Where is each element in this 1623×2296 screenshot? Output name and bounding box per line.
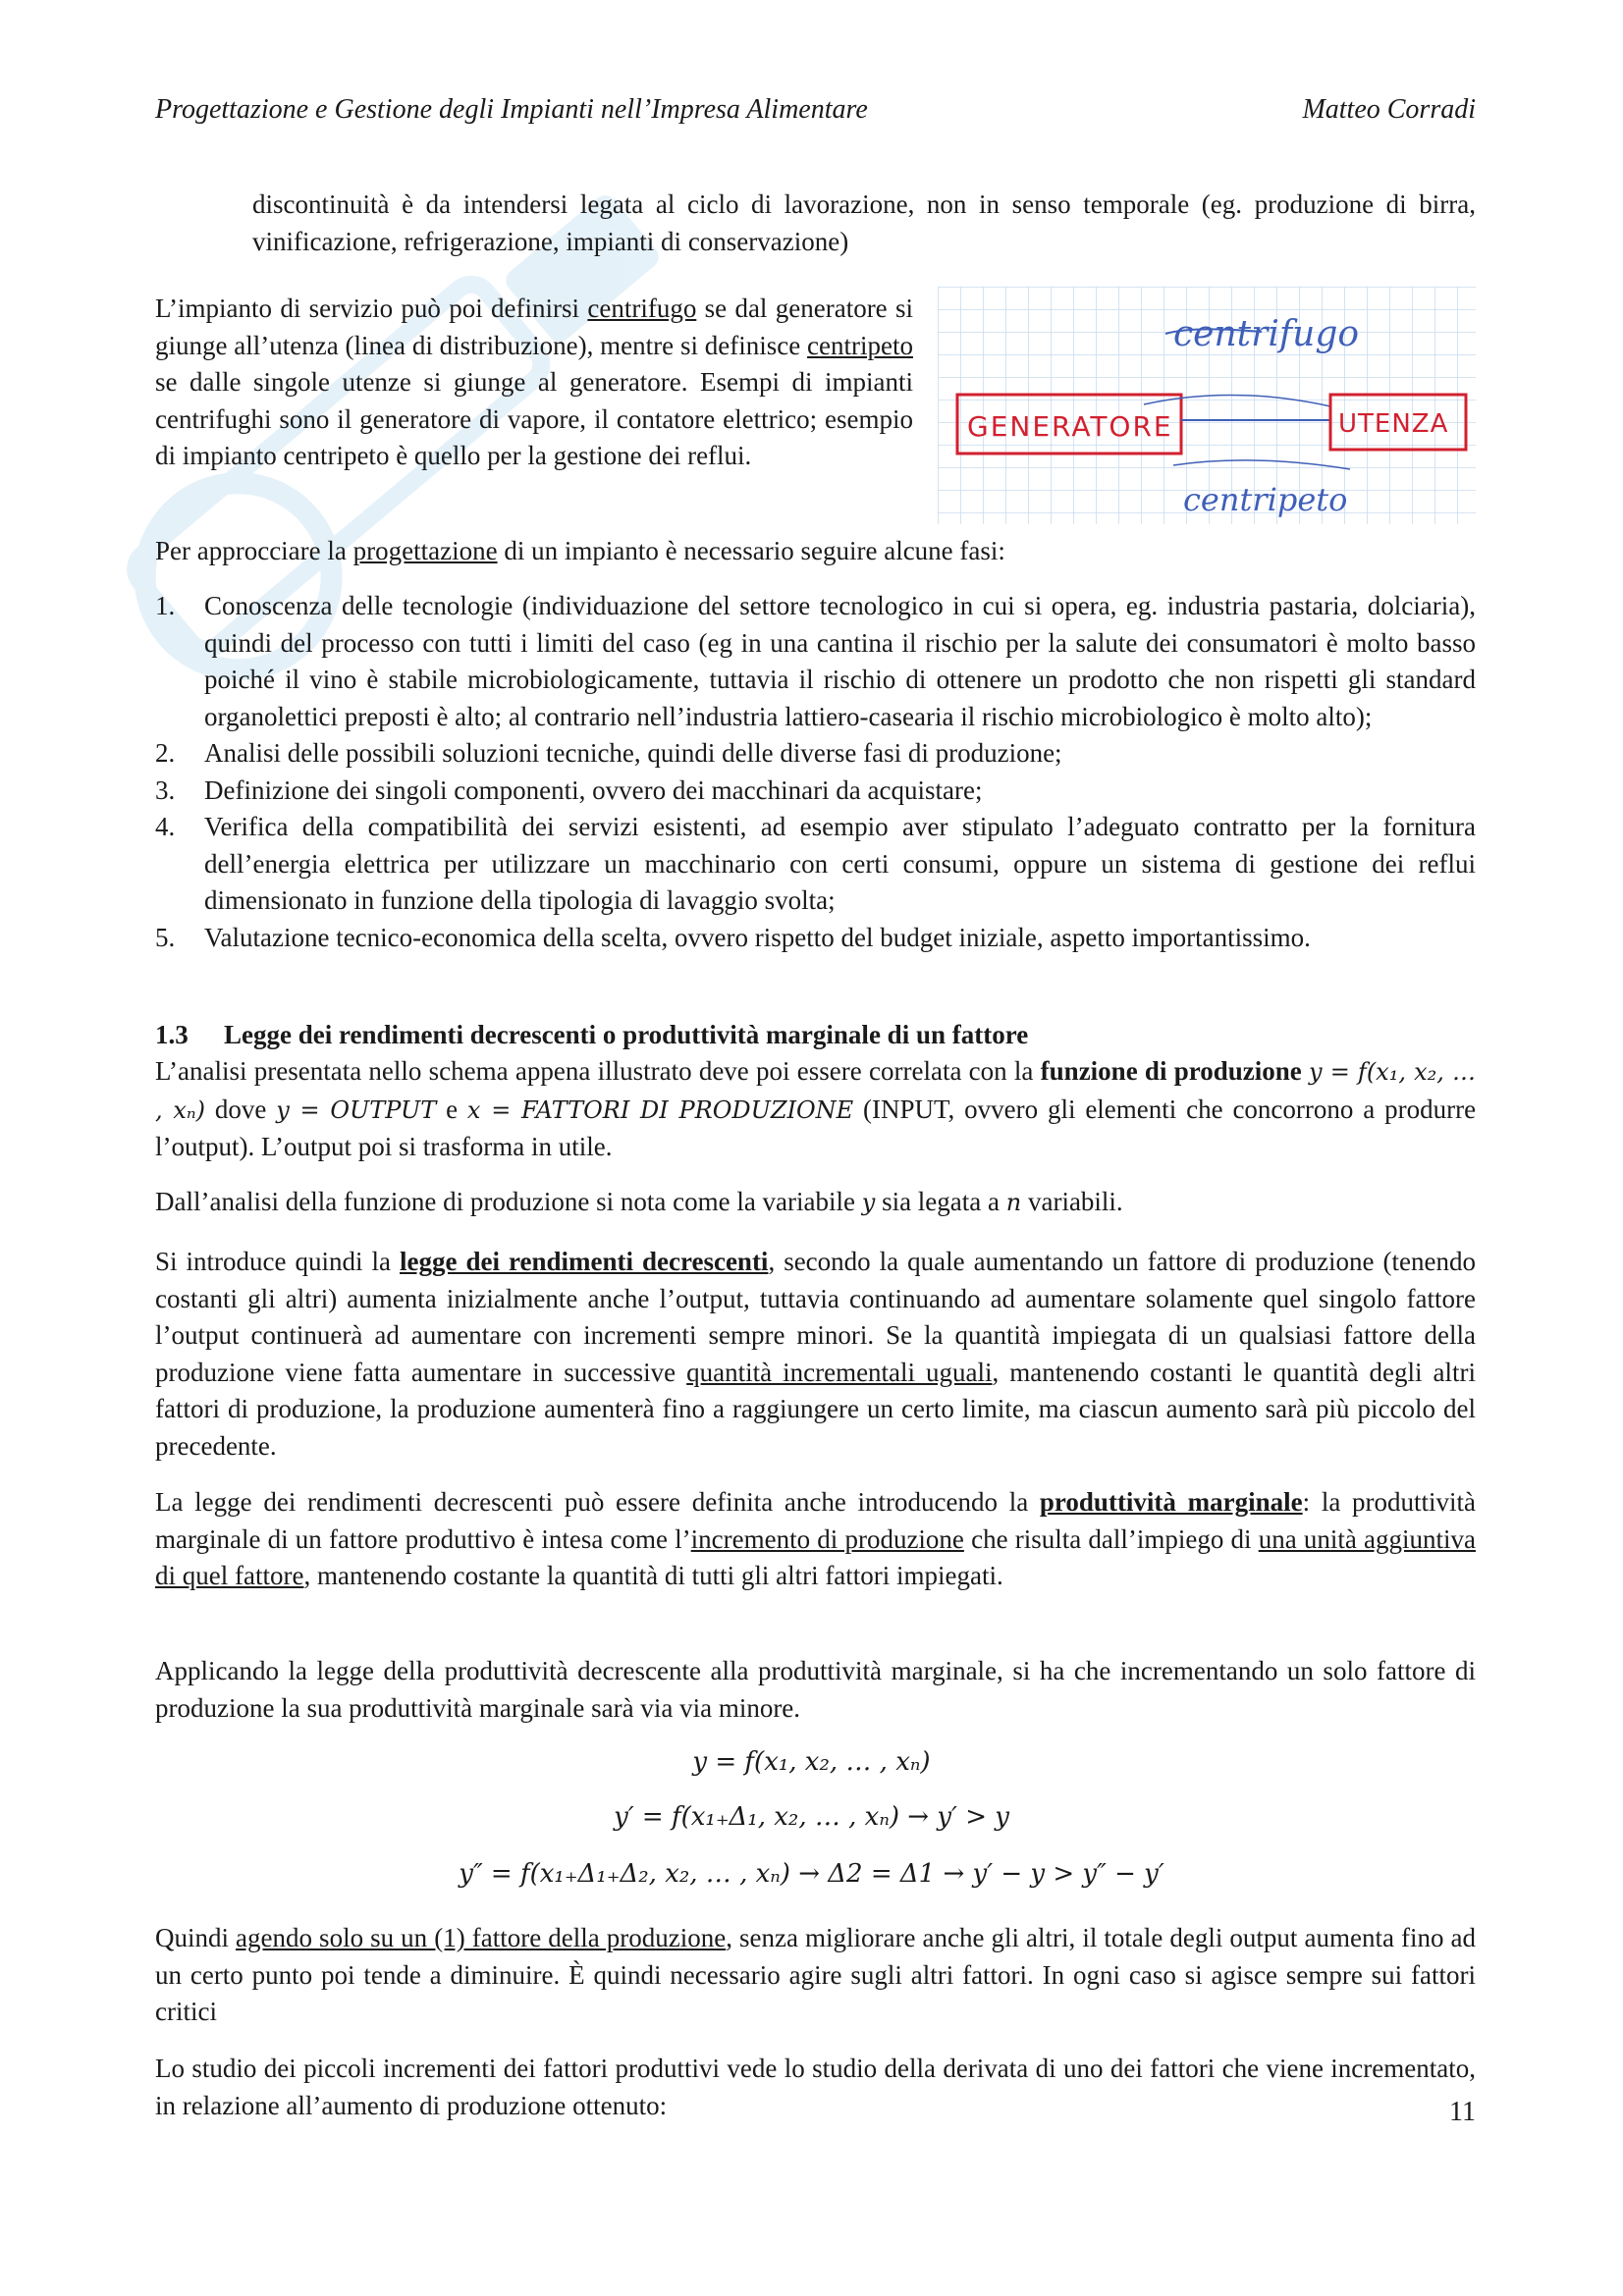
math-y: y <box>861 1189 876 1216</box>
list-item: 5. Valutazione tecnico-economica della scelta, ovvero rispetto del budget iniziale, aspetto importantissimo. <box>155 922 1311 952</box>
sketch-generator-utenza <box>938 287 1476 524</box>
header-author: Matteo Corradi <box>1302 94 1476 125</box>
term-legge-rendimenti: legge dei rendimenti decrescenti <box>400 1247 769 1276</box>
sketch-label-centrifugo: centrifugo <box>1173 314 1360 354</box>
list-item: 4. Verifica della compatibilità dei servizi esistenti, ad esempio aver stipulato l’adeguato contratto per la fornitura dell’energia elettrica per utilizzare un macchinario con certi consumi, oppure un sistema di gestione dei reflui dimensionato in funzione della tipologia di lavaggio svolta; <box>155 812 1476 915</box>
section-number: 1.3 <box>155 1020 189 1049</box>
equation-1: y = f(x₁, x₂, … , xₙ) <box>692 1747 931 1777</box>
production-function-paragraph: L’analisi presentata nello schema appena illustrato deve poi essere correlata con la funzione di produzione y = f(x₁, x₂, … , xₙ) dove y = OUTPUT e x = FATTORI DI PRODUZIONE (INPUT, ovvero gli elementi che concorrono a produrre l’output). L’output poi si trasforma in utile. <box>155 1056 1477 1161</box>
term-incremento-produzione: incremento di produzione <box>690 1523 964 1554</box>
continued-list-text: discontinuità è da intendersi legata al ciclo di lavorazione, non in senso temporale (eg. produzione di birra, vinificazione, refrigerazione, impianti di conservazione) <box>252 189 1476 256</box>
variables-paragraph: Dall’analisi della funzione di produzione si nota come la variabile y sia legata a n variabili. <box>155 1187 1123 1216</box>
term-produttivita-marginale: produttività marginale <box>1039 1487 1303 1517</box>
term-centripeto: centripeto <box>807 330 913 360</box>
header-title: Progettazione e Gestione degli Impianti nell’Impresa Alimentare <box>155 94 868 125</box>
design-intro-paragraph: Per approcciare la progettazione di un impianto è necessario seguire alcune fasi: <box>155 536 1005 565</box>
equation-3: y″ = f(x₁₊Δ₁₊Δ₂, x₂, … , xₙ) → Δ2 = Δ1 → y′ − y > y″ − y′ <box>459 1859 1164 1889</box>
math-output: y = OUTPUT <box>276 1095 437 1124</box>
math-production-function: y = f(x₁, x₂, … , xₙ) <box>155 1058 1477 1124</box>
list-item: 3. Definizione dei singoli componenti, ovvero dei macchinari da acquistare; <box>155 774 983 805</box>
term-agendo-solo: agendo solo su un (1) fattore della produzione <box>236 1923 727 1952</box>
list-item: 1. Conoscenza delle tecnologie (individuazione del settore tecnologico in cui si opera, eg. industria pastaria, dolciaria), quindi del processo con tutti i limiti del caso (eg in una cantina il rischio per la salute dei consumatori è molto basso poiché il vino è stabile microbiologicamente, tuttavia il rischio di ottenere un prodotto che non rispetti gli standard organolettici preposti è alto; al contrario nell’industria lattiero-casearia il rischio microbiologico è molto alto); <box>155 591 1476 731</box>
derivative-paragraph: Lo studio dei piccoli incrementi dei fattori produttivi vede lo studio della derivata di uno dei fattori che viene incrementato, in relazione all’aumento di produzione ottenuto: <box>155 2054 1476 2120</box>
conclusion-paragraph: Quindi agendo solo su un (1) fattore della produzione, senza migliorare anche gli altri, il totale degli output aumenta fino ad un certo punto poi tende a diminuire. È quindi necessario agire sugli altri fattori. In ogni caso si agisce sempre sui fattori critici <box>155 1923 1476 2026</box>
design-phases-list <box>155 588 1476 956</box>
running-header <box>155 90 1476 130</box>
applying-paragraph: Applicando la legge della produttività decrescente alla produttività marginale, si ha che incrementando un solo fattore di produzione la sua produttività marginale sarà via via minore. <box>155 1656 1476 1723</box>
math-fattori: x = FATTORI DI PRODUZIONE <box>466 1095 854 1124</box>
marginal-productivity-paragraph: La legge dei rendimenti decrescenti può essere definita anche introducendo la produttività marginale: la produttività marginale di un fattore produttivo è intesa come l’incremento di produzione che risulta dall’impiego di una unità aggiuntiva di quel fattore, mantenendo costante la quantità di tutti gli altri fattori impiegati. <box>155 1487 1477 1590</box>
service-plant-paragraph: L’impianto di servizio può poi definirsi centrifugo se dal generatore si giunge all’utenza (linea di distribuzione), mentre si definisce centripeto se dalle singole utenze si giunge al generatore. Esempi di impianti centrifughi sono il generatore di vapore, il contatore elettrico; esempio di impianto centripeto è quello per la gestione dei reflui. <box>155 294 913 470</box>
sketch-label-centripeto: centripeto <box>1183 481 1348 518</box>
list-item: 2. Analisi delle possibili soluzioni tecniche, quindi delle diverse fasi di produzione; <box>155 738 1062 768</box>
equation-2: y′ = f(x₁₊Δ₁, x₂, … , xₙ) → y′ > y <box>614 1802 1009 1832</box>
sketch-label-utenza: UTENZA <box>1338 409 1449 439</box>
term-progettazione: progettazione <box>352 536 498 565</box>
term-unita-aggiuntiva: una unità aggiuntiva di quel fattore <box>155 1523 1476 1590</box>
term-funzione-produzione: funzione di produzione <box>1040 1056 1302 1086</box>
math-n: n <box>1005 1189 1022 1216</box>
sketch-label-generatore: GENERATORE <box>967 410 1173 443</box>
term-centrifugo: centrifugo <box>587 294 697 323</box>
section-heading <box>155 1017 1028 1054</box>
section-title: Legge dei rendimenti decrescenti o produttività marginale di un fattore <box>224 1020 1029 1049</box>
page-number: 11 <box>1449 2097 1476 2127</box>
term-quantita-incrementali: quantità incrementali uguali <box>686 1357 993 1387</box>
diminishing-returns-paragraph: Si introduce quindi la legge dei rendimenti decrescenti, secondo la quale aumentando un fattore di produzione (tenendo costanti gli altri) aumenta inizialmente anche l’output, tuttavia continuando ad aumentare solamente quel singolo fattore l’output continuerà ad aumentare con incrementi sempre minori. Se la quantità impiegata di un qualsiasi fattore della produzione viene fatta aumentare in successive quantità incrementali uguali, mantenendo costanti le quantità degli altri fattori di produzione, la produzione aumenterà fino a raggiungere un certo limite, ma ciascun aumento sarà più piccolo del precedente. <box>155 1247 1476 1461</box>
